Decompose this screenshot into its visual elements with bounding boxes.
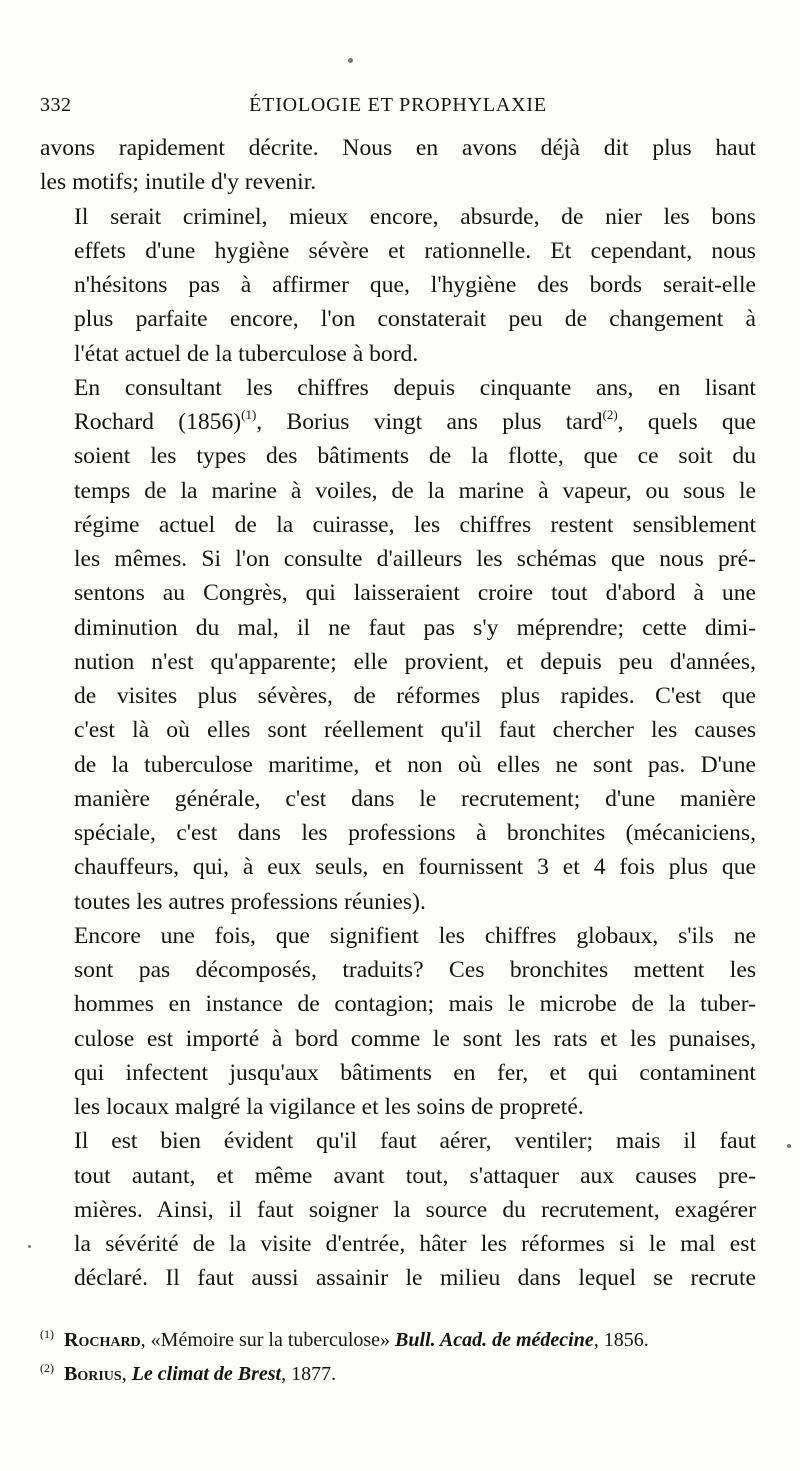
- paragraph-5: [40, 1124, 756, 1295]
- text-line: de visites plus sévères, de réformes plus rapides. C'est que: [74, 683, 756, 709]
- text-line: Encore une fois, que signifient les chiffres globaux, s'ils ne: [74, 922, 756, 949]
- text-line: mières. Ainsi, il faut soigner la source du recrutement, exagérer: [74, 1196, 756, 1223]
- text-line: tout autant, et même avant tout, s'attaquer aux causes pre-: [74, 1162, 756, 1189]
- text-line: qui infectent jusqu'aux bâtiments en fer, et qui contaminent: [74, 1059, 756, 1086]
- print-speck: [28, 1245, 31, 1248]
- footnote-author: Rochard: [64, 1329, 141, 1351]
- text-line: chauffeurs, qui, à eux seuls, en fournissent 3 et 4 fois plus que: [74, 854, 756, 881]
- footnote-2: [40, 1354, 756, 1388]
- print-speck: [787, 1144, 791, 1148]
- text-line: effets d'une hygiène sévère et rationnelle. Et cependant, nous: [74, 237, 756, 264]
- text-line-with-refs: [40, 405, 756, 439]
- footnote-text: ,: [121, 1363, 132, 1385]
- text-line: plus parfaite encore, l'on constaterait peu de changement à: [74, 306, 756, 333]
- text-line: déclaré. Il faut aussi assainir le milieu dans lequel se recrute: [74, 1265, 756, 1292]
- text-line: nution n'est qu'apparente; elle provient, et depuis peu d'années,: [74, 648, 756, 675]
- body-text: [40, 131, 756, 1296]
- text-segment: , Borius vingt ans plus tard: [256, 409, 603, 435]
- footnote-source: Le climat de Brest: [131, 1363, 282, 1385]
- text-line: Il est bien évident qu'il faut aérer, ventiler; mais il faut: [74, 1128, 756, 1155]
- text-line: hommes en instance de contagion; mais le microbe de la tuber-: [74, 991, 756, 1018]
- footnote-text: , 1877.: [281, 1363, 337, 1385]
- text-line: de la tuberculose maritime, et non où elles ne sont pas. D'une: [74, 751, 756, 778]
- page-number: 332: [40, 94, 72, 116]
- text-line: manière générale, c'est dans le recrutement; d'une manière: [74, 785, 756, 812]
- text-line: les mêmes. Si l'on consulte d'ailleurs les schémas que nous pré-: [74, 546, 756, 572]
- paragraph-2: [40, 200, 756, 371]
- footnote-text: , «Mémoire sur la tuberculose»: [140, 1329, 396, 1351]
- text-line: temps de la marine à voiles, de la marine à vapeur, ou sous le: [74, 477, 756, 504]
- text-line: soient les types des bâtiments de la flotte, que ce soit du: [74, 443, 756, 470]
- paragraph-4: [40, 919, 756, 1125]
- text-line: Il serait criminel, mieux encore, absurde, de nier les bons: [74, 203, 756, 230]
- text-line: les locaux malgré la vigilance et les soins de propreté.: [74, 1094, 584, 1120]
- text-line: les motifs; inutile d'y revenir.: [40, 169, 317, 196]
- text-segment: Rochard (1856): [74, 409, 242, 435]
- footnote-ref-2: (2): [602, 407, 618, 422]
- text-line: toutes les autres professions réunies).: [74, 888, 426, 915]
- text-line: sont pas décomposés, traduits? Ces bronchites mettent les: [74, 957, 756, 983]
- text-line: régime actuel de la cuirasse, les chiffres restent sensiblement: [74, 511, 756, 538]
- text-line: culose est importé à bord comme le sont les rats et les punaises,: [74, 1025, 756, 1052]
- footnote-author: Borius: [64, 1363, 122, 1385]
- footnote-mark: (1): [40, 1327, 54, 1341]
- footnote-ref-1: (1): [241, 407, 257, 422]
- text-segment: , quels que: [617, 409, 757, 435]
- text-line: c'est là où elles sont réellement qu'il faut chercher les causes: [74, 717, 756, 744]
- print-speck: [348, 58, 353, 63]
- footnote-1: [40, 1320, 756, 1354]
- footnote-source: Bull. Acad. de médecine: [395, 1329, 594, 1351]
- footnote-text: , 1856.: [593, 1329, 649, 1351]
- text-line: En consultant les chiffres depuis cinquante ans, en lisant: [74, 374, 756, 401]
- paragraph-1: [40, 131, 756, 200]
- text-line: sentons au Congrès, qui laisseraient croire tout d'abord à une: [74, 580, 756, 607]
- footnote-mark: (2): [40, 1361, 54, 1375]
- text-line: diminution du mal, il ne faut pas s'y méprendre; cette dimi-: [74, 614, 756, 641]
- running-title: ÉTIOLOGIE ET PROPHYLAXIE: [249, 94, 547, 116]
- footnotes: [40, 1320, 756, 1388]
- text-line: l'état actuel de la tuberculose à bord.: [74, 340, 419, 367]
- text-line: avons rapidement décrite. Nous en avons déjà dit plus haut: [40, 135, 756, 161]
- text-line: la sévérité de la visite d'entrée, hâter les réformes si le mal est: [74, 1231, 756, 1257]
- paragraph-3: [40, 371, 756, 919]
- running-head: [40, 94, 756, 124]
- text-line: n'hésitons pas à affirmer que, l'hygiène des bords serait-elle: [74, 272, 756, 298]
- text-line: spéciale, c'est dans les professions à bronchites (mécaniciens,: [74, 820, 756, 846]
